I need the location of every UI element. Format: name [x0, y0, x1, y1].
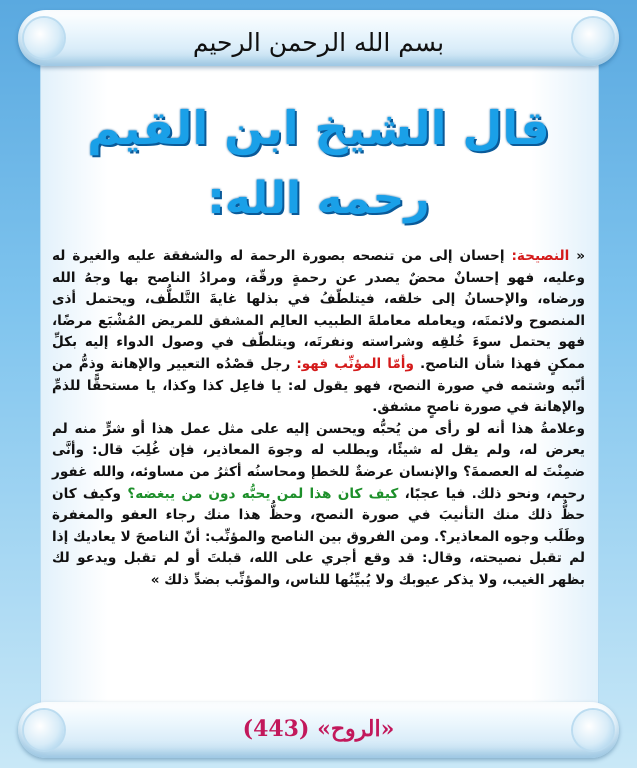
nasiha-label: النصيحة: [511, 248, 570, 264]
source-reference: «الروح» (443) [242, 716, 395, 742]
quote-open-mark: « [569, 248, 586, 264]
page-title: قال الشيخ ابن القيم [87, 101, 550, 155]
parchment-scroll [18, 10, 619, 758]
nasiha-text: إحسان إلى من تنصحه بصورة الرحمة له والشفقة عليه والغيرة له وعليه، فهو إحسانٌ محضٌ يصدر عن رحمةٍ ورقّة، ومرادُ الناصح بها وجهُ الله ورضاه، والإحسانُ إلى خلقه، فيتلطّفُ في بذلها غايةَ التَّلطُّف، ويحتمل أذى المنصوح ولائمتَه، ويعامله معاملةَ الطبيب العالِم المشفق للمريض المُشْبَع مرضًا، فهو يحتمل سوءَ خُلقِه وشراسته ونفرتَه، ويتلطّف في وصول الدواء إليه بكلِّ ممكنٍ فهذا شأن الناصح. [52, 248, 586, 372]
muannib-text: رجل قصْدُه التعيير والإهانة وذمُّ من أنّبه وشتمه في صورة النصح، فهو يقول له: يا فاعِل كذا وكذا، يا مستحقًّا للذمِّ والإهانة في صورة ناصحٍ مشفق. [52, 355, 585, 416]
highlight-question: كيف كان هذا لمن يحبُّه دون من يبغضه؟ [127, 485, 399, 502]
page-subtitle: رحمه الله: [207, 173, 430, 224]
quote-body [52, 246, 585, 592]
sign-text-1: وعلامةُ هذا أنه لو رأى من يُحبُّه ويحسن إليه على مثل عمل هذا أو شرٍّ منه لم يعرض له، ولم يقل له شيئًا، ويطلب له وجوهَ المعاذير، فإن غُلِبَ قال: وأنَّى ضمِنْتَ له العصمةَ؟ والإنسان عرضةٌ للخطإ ومحاسنُه أكثرُ من مساوئه، والله غفور رحيم، ونحو ذلك. فيا عجبًا، [52, 420, 586, 502]
basmala-calligraphy: بسم الله الرحمن الرحيم [192, 28, 445, 57]
sign-text-2: وكيف كان حظُّ ذلك منك التأنيبَ في صورة النصح، وحظُّ هذا منك رجاء العفو والمغفرة وطَلَب وجوه المعاذير؟. ومن الفروق بين الناصح والمؤنِّب: أنّ الناصحَ لا يعاديك إذا لم تقبل نصيحته، وقال: قد وقع أجري على الله، قبلتَ أو لم تقبل ويدعو لك بظهر الغيب، ولا يذكر عيوبك ولا يُبيِّنُها للناس، والمؤنِّب بضدِّ ذلك » [52, 485, 585, 588]
muannib-label: وأمّا المؤنِّب فهو: [296, 355, 414, 372]
